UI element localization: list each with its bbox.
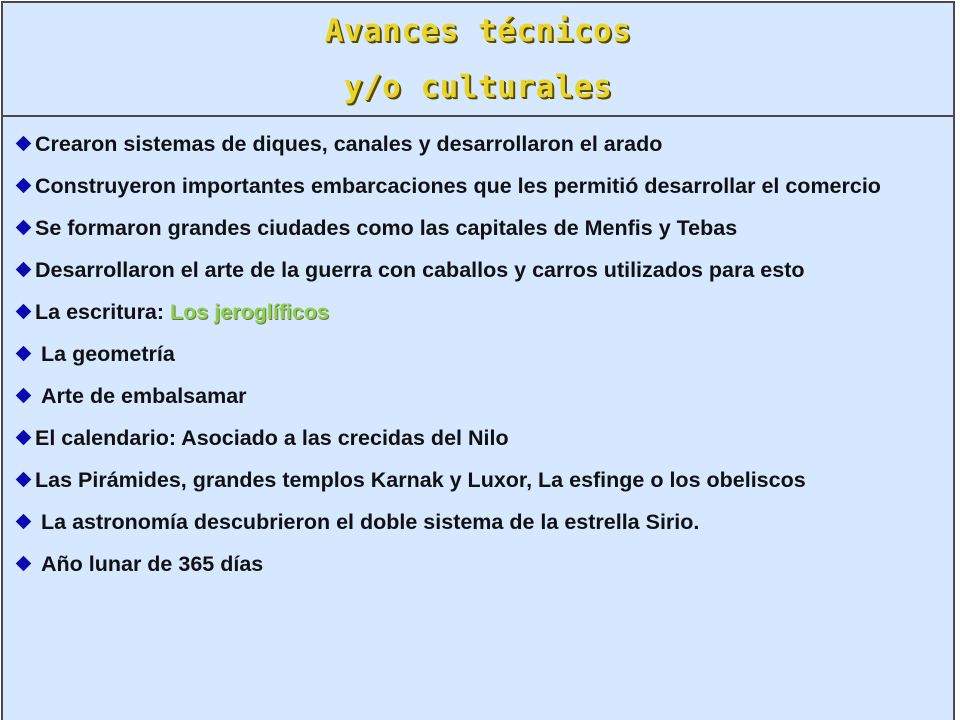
list-item: [15, 255, 945, 286]
diamond-bullet-icon: [16, 178, 32, 194]
spacer: [15, 286, 945, 297]
list-item: [15, 339, 945, 370]
list-item-text: Arte de embalsamar: [41, 384, 247, 408]
diamond-bullet-icon: [16, 136, 32, 152]
spacer: [15, 454, 945, 465]
list-item-text: Las Pirámides, grandes templos Karnak y Luxor, La esfinge o los obeliscos: [35, 468, 806, 492]
spacer: [15, 202, 945, 213]
list-item: [15, 549, 945, 580]
list-item: [15, 507, 945, 538]
list-item-text: Se formaron grandes ciudades como las capitales de Menfis y Tebas: [35, 216, 738, 240]
list-item: [15, 465, 945, 496]
list-item: [15, 213, 945, 244]
diamond-bullet-icon: [16, 346, 32, 362]
diamond-bullet-icon: [16, 514, 32, 530]
spacer: [15, 412, 945, 423]
diamond-bullet-icon: [16, 556, 32, 572]
diamond-bullet-icon: [16, 304, 32, 320]
spacer: [15, 328, 945, 339]
list-item: [15, 381, 945, 412]
spacer: [15, 538, 945, 549]
list-item: [15, 297, 945, 328]
diamond-bullet-icon: [16, 430, 32, 446]
diamond-bullet-icon: [16, 220, 32, 236]
list-item-text: Desarrollaron el arte de la guerra con caballos y carros utilizados para esto: [35, 258, 805, 282]
diamond-bullet-icon: [16, 388, 32, 404]
list-item-text: El calendario: Asociado a las crecidas del Nilo: [35, 426, 509, 450]
content-box: [1, 117, 955, 720]
hieroglyphs-highlight: Los jeroglíficos: [170, 300, 329, 324]
diamond-bullet-icon: [16, 472, 32, 488]
diamond-bullet-icon: [16, 262, 32, 278]
achievements-list: [15, 129, 945, 580]
spacer: [15, 496, 945, 507]
title-line-2: y/o culturales: [343, 69, 613, 105]
list-item-text: Construyeron importantes embarcaciones que les permitió desarrollar el comercio: [35, 174, 881, 198]
spacer: [15, 244, 945, 255]
list-item-text: Crearon sistemas de diques, canales y desarrollaron el arado: [35, 132, 663, 156]
list-item: [15, 171, 945, 202]
list-item-text: Año lunar de 365 días: [41, 552, 264, 576]
spacer: [15, 370, 945, 381]
spacer: [15, 160, 945, 171]
title-box: [1, 1, 955, 117]
list-item: [15, 423, 945, 454]
list-item: [15, 129, 945, 160]
list-item-text: La astronomía descubrieron el doble sistema de la estrella Sirio.: [41, 510, 700, 534]
list-item-prefix: La escritura:: [35, 300, 171, 324]
title-line-1: Avances técnicos: [324, 13, 632, 49]
list-item-text: La geometría: [41, 342, 175, 366]
